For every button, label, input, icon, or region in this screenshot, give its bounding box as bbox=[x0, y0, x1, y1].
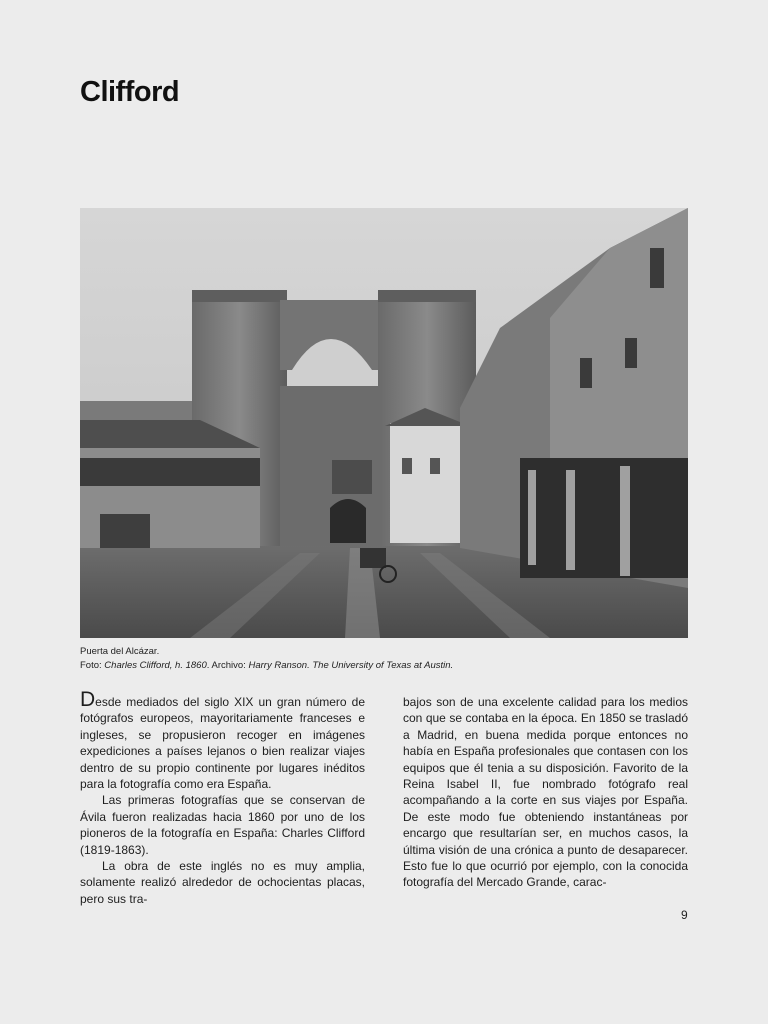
caption-title: Puerta del Alcázar. bbox=[80, 646, 160, 657]
caption-prefix: Foto: bbox=[80, 660, 105, 671]
page-number: 9 bbox=[681, 908, 688, 922]
text-column-right bbox=[403, 694, 688, 891]
paragraph bbox=[80, 688, 365, 792]
caption-credit bbox=[80, 659, 453, 673]
paragraph: Las primeras fotografías que se conservan de Ávila fueron realizadas hacia 1860 por uno de los pioneros de la fotografía en España: Charles Clifford (1819-1863). bbox=[80, 793, 365, 857]
caption-author: Charles Clifford, h. 1860 bbox=[104, 660, 207, 671]
text-column-left bbox=[80, 688, 365, 907]
page-title: Clifford bbox=[80, 76, 180, 108]
caption-archive: Harry Ranson. The University of Texas at Austin. bbox=[248, 660, 454, 671]
paragraph-text: esde mediados del siglo XIX un gran número de fotógrafos europeos, mayoritariamente franceses e ingleses, se propusieron recoger en imágenes expediciones a países lejanos o bien realizar viajes dentro de su propio continente por lugares inéditos para la fotografía como era España. bbox=[80, 695, 365, 792]
historic-photograph bbox=[80, 208, 688, 638]
paragraph: bajos son de una excelente calidad para los medios con que se contaba en la época. En 1850 se trasladó a Madrid, en buena medida porque entonces no había en España profesionales que contasen con los equipos que él tenia a su disposición. Favorito de la Reina Isabel II, fue nombrado fotógrafo real acompañando a la corte en sus viajes por España. De este modo fue obteniendo instantáneas por encargo que resultarían ser, en muchos casos, la última visión de una crónica a punto de desaparecer. Esto fue lo que ocurrió por ejemplo, con la conocida fotografía del Mercado Grande, carac- bbox=[403, 695, 688, 890]
figure-caption bbox=[80, 645, 453, 673]
caption-archive-label: . Archivo: bbox=[206, 660, 249, 671]
initial-letter: D bbox=[80, 688, 96, 711]
paragraph: La obra de este inglés no es muy amplia, solamente realizó alrededor de ochocientas placas, pero sus tra- bbox=[80, 859, 365, 906]
